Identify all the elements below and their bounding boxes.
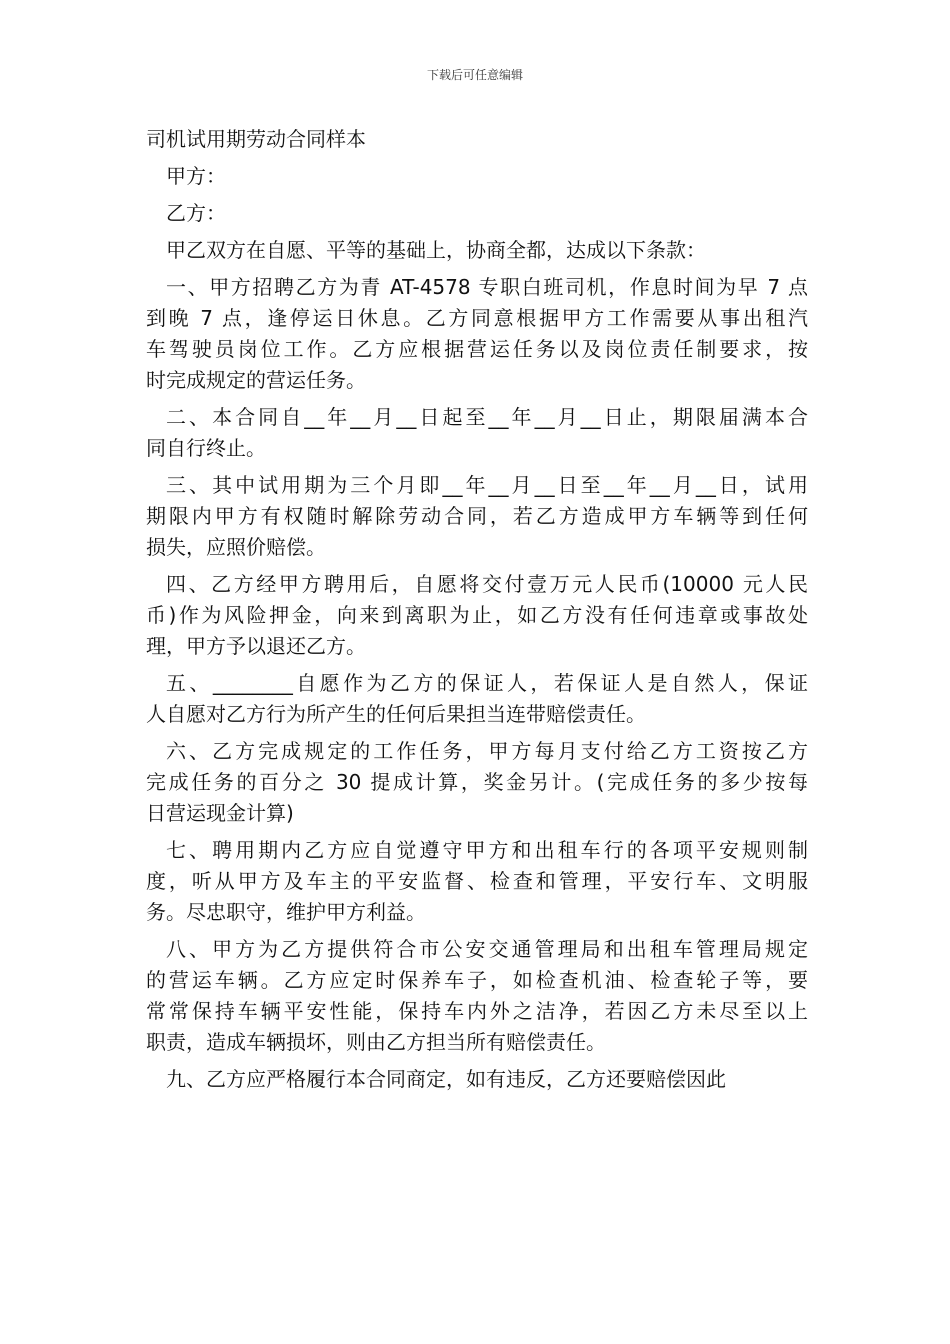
clause-paragraph [146,569,808,662]
clause-line: 六、乙方完成规定的工作任务，甲方每月支付给乙方工资按乙方 [166,739,808,763]
party-a-label: 甲方： [166,164,226,188]
clause-line: 时完成规定的营运任务。 [146,368,366,392]
clause-paragraph [146,402,808,464]
clause-line: 期限内甲方有权随时解除劳动合同，若乙方造成甲方车辆等到任何 [146,504,808,528]
clause-line: 币)作为风险押金，向来到离职为止，如乙方没有任何违章或事故处 [146,603,808,627]
clause-line: 一、甲方招聘乙方为青 AT-4578 专职白班司机，作息时间为早 7 点 [166,275,808,299]
header-note: 下载后可任意编辑 [426,68,523,82]
clause-line: 人自愿对乙方行为所产生的任何后果担当连带赔偿责任。 [146,702,646,726]
clause-line: 完成任务的百分之 30 提成计算，奖金另计。(完成任务的多少按每 [146,770,808,794]
clause-line: 到晚 7 点，逢停运日休息。乙方同意根据甲方工作需要从事出租汽 [146,306,808,330]
clause-list [146,272,808,1095]
clause-line: 同自行终止。 [146,436,266,460]
intro-paragraph: 甲乙双方在自愿、平等的基础上，协商全都，达成以下条款： [166,238,706,262]
clause-line: 损失，应照价赔偿。 [146,535,326,559]
clause-line: 理，甲方予以退还乙方。 [146,634,366,658]
clause-line: 日营运现金计算) [146,801,294,825]
clause-line: 九、乙方应严格履行本合同商定，如有违反，乙方还要赔偿因此 [166,1067,726,1091]
clause-line: 二、本合同自__年__月__日起至__年__月__日止，期限届满本合 [166,405,808,429]
clause-paragraph [146,736,808,829]
clause-line: 车驾驶员岗位工作。乙方应根据营运任务以及岗位责任制要求，按 [146,337,808,361]
clause-line: 五、________自愿作为乙方的保证人，若保证人是自然人，保证 [166,671,808,695]
clause-line: 七、聘用期内乙方应自觉遵守甲方和出租车行的各项平安规则制 [166,838,808,862]
clause-paragraph [146,835,808,928]
party-b-label: 乙方： [166,201,226,225]
clause-paragraph [146,470,808,563]
clause-line: 度，听从甲方及车主的平安监督、检查和管理，平安行车、文明服 [146,869,808,893]
document-body [146,124,808,1101]
clause-paragraph [146,668,808,730]
clause-line: 常常保持车辆平安性能，保持车内外之洁净，若因乙方未尽至以上 [146,999,808,1023]
clause-paragraph [146,272,808,396]
clause-line: 四、乙方经甲方聘用后，自愿将交付壹万元人民币(10000 元人民 [166,572,808,596]
clause-line: 的营运车辆。乙方应定时保养车子，如检查机油、检查轮子等，要 [146,968,808,992]
clause-line: 务。尽忠职守，维护甲方利益。 [146,900,426,924]
document-title: 司机试用期劳动合同样本 [146,127,366,151]
clause-line: 职责，造成车辆损坏，则由乙方担当所有赔偿责任。 [146,1030,606,1054]
clause-paragraph [146,934,808,1058]
clause-paragraph [146,1064,808,1095]
clause-line: 三、其中试用期为三个月即__年__月__日至__年__月__日，试用 [166,473,808,497]
clause-line: 八、甲方为乙方提供符合市公安交通管理局和出租车管理局规定 [166,937,808,961]
